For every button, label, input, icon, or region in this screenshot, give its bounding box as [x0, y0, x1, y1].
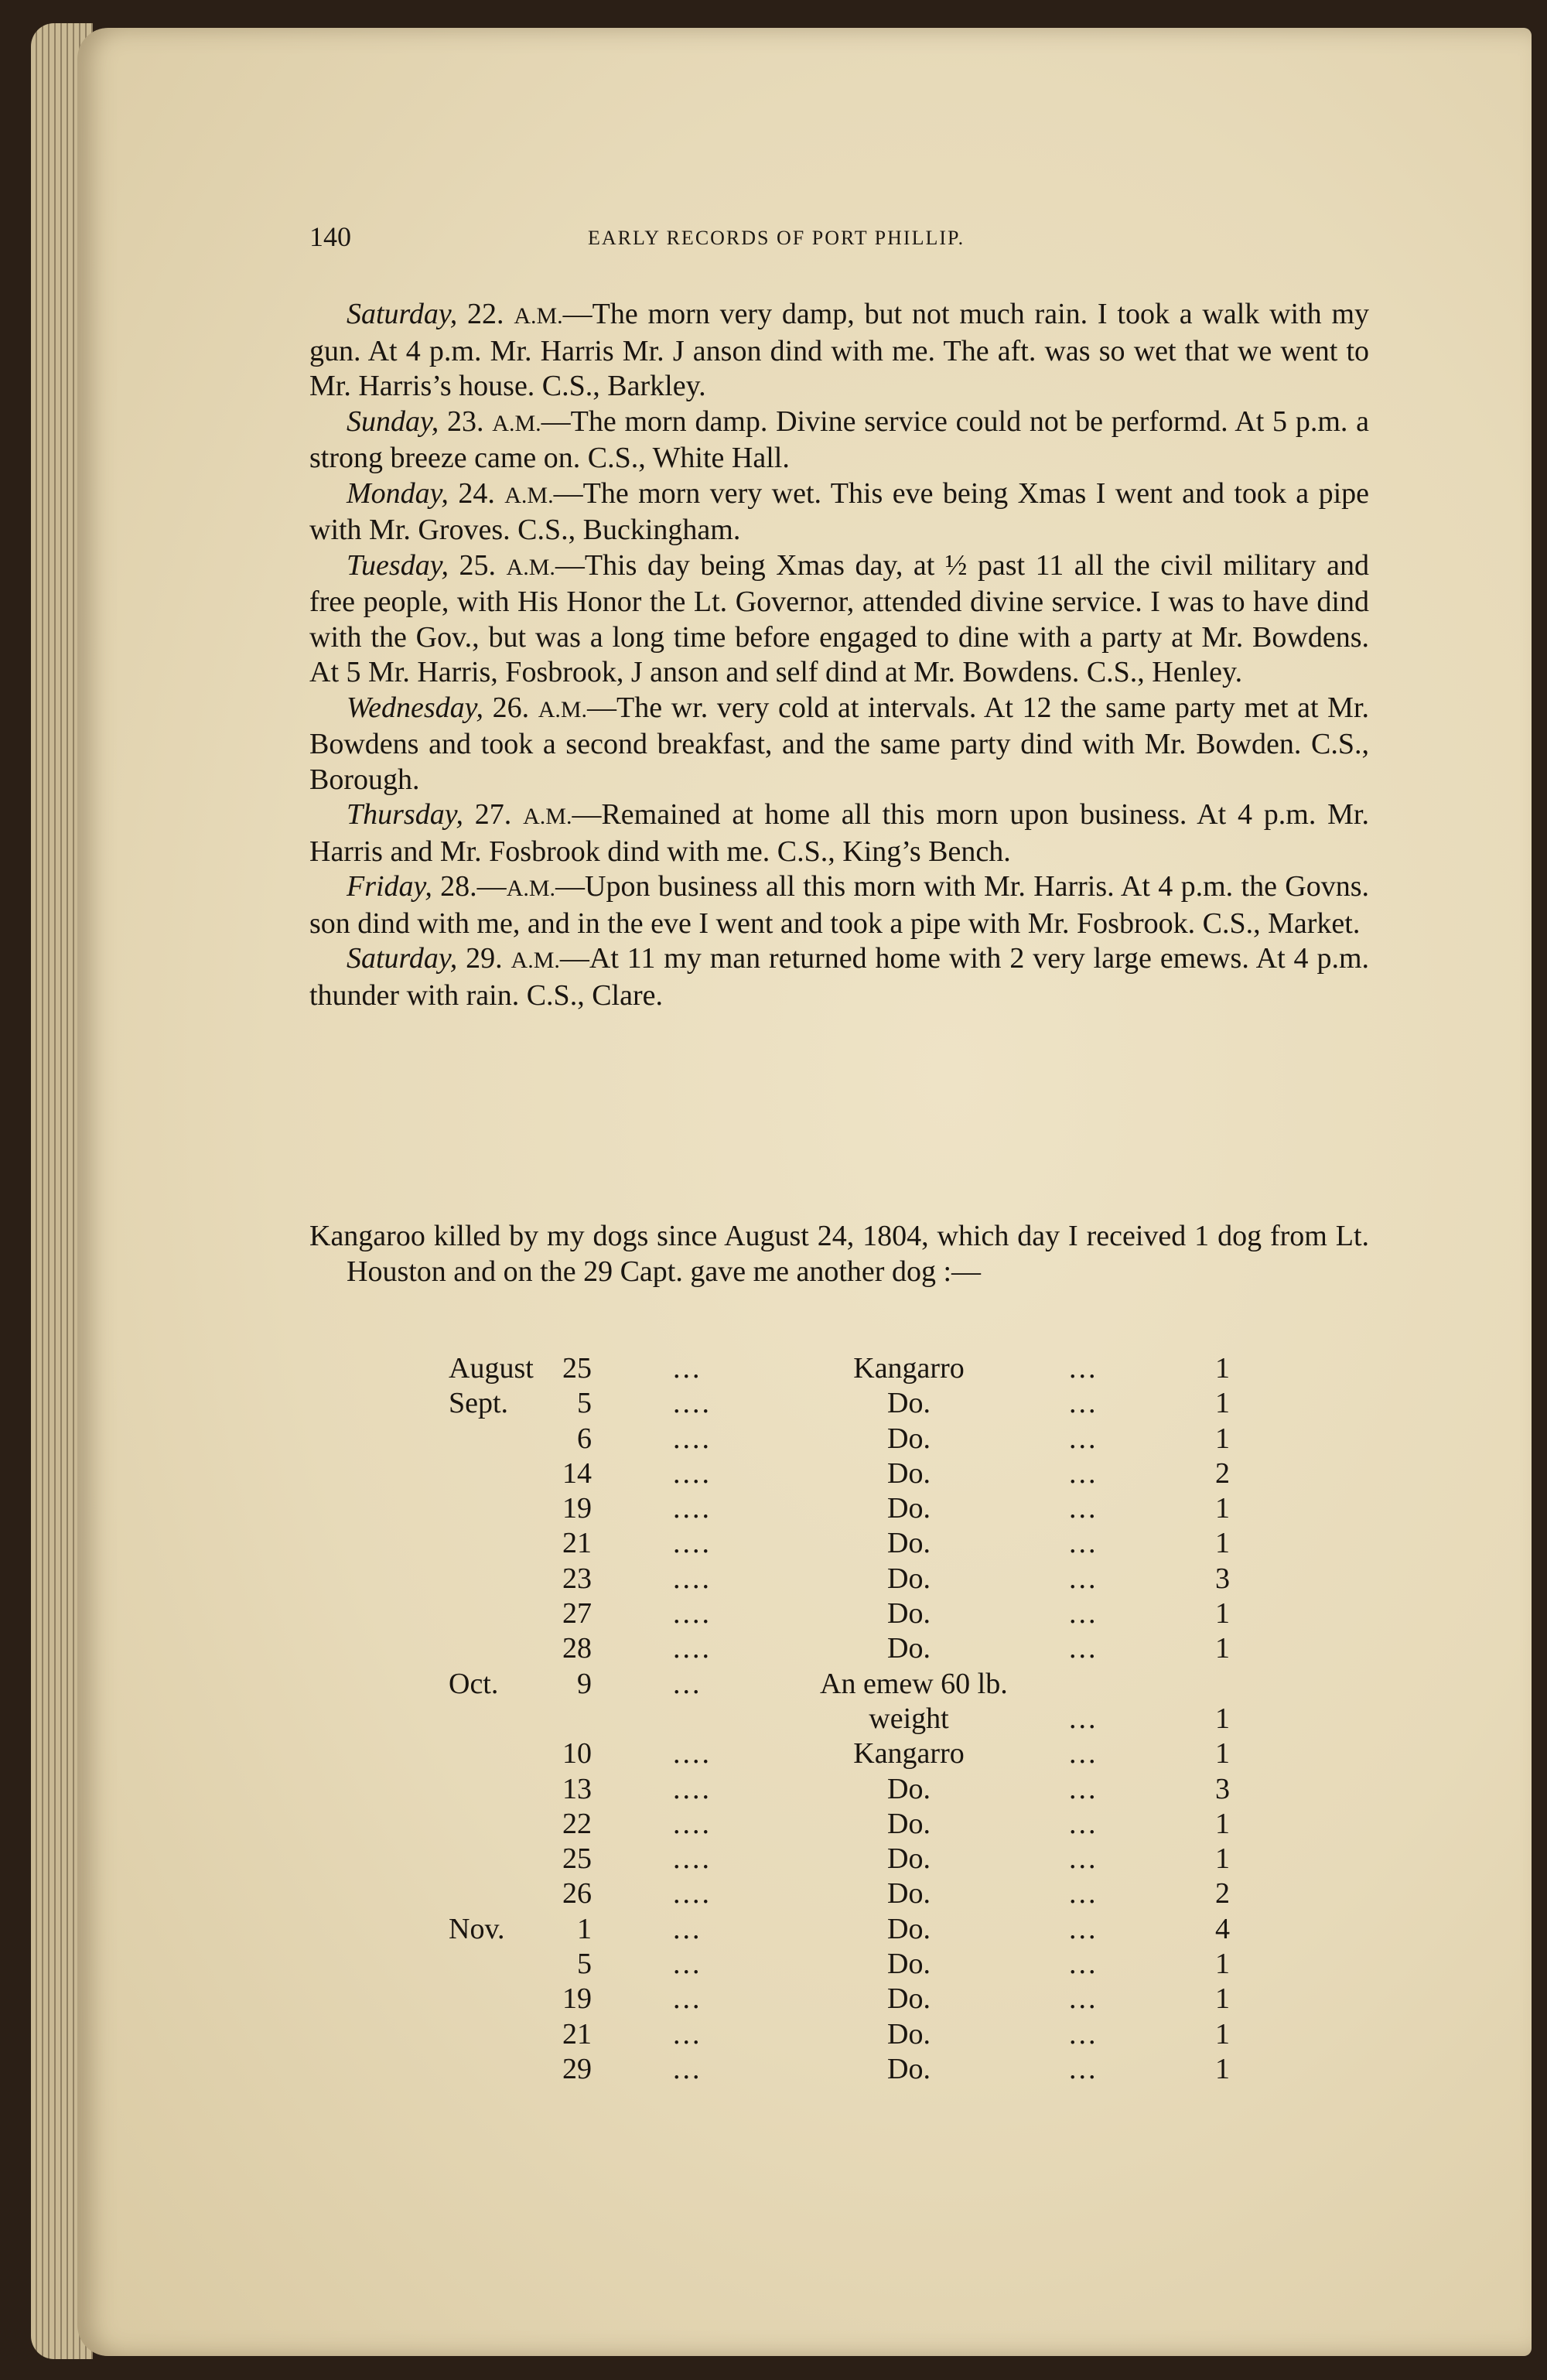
tally-leader: ....	[673, 1527, 712, 1560]
entry-am: A.M.	[514, 303, 563, 329]
page-header	[309, 220, 1369, 259]
tally-row	[449, 1351, 1253, 1386]
tally-item: Do.	[887, 1387, 931, 1420]
diary-entry	[309, 405, 1369, 476]
tally-leader: ...	[1069, 1807, 1098, 1840]
entry-date: 23.	[439, 405, 493, 438]
entry-day: Sunday,	[347, 405, 439, 438]
tally-leader: ....	[673, 1492, 712, 1525]
tally-day: 10	[562, 1737, 592, 1770]
tally-day: 27	[562, 1597, 592, 1630]
tally-leader: ...	[1069, 1772, 1098, 1805]
entry-day: Tuesday,	[347, 548, 449, 582]
diary-entry	[309, 476, 1369, 548]
tally-leader: ...	[1069, 1632, 1098, 1665]
tally-leader: ....	[673, 1772, 712, 1805]
tally-count: 1	[1215, 1982, 1230, 2016]
entry-text: —The morn very wet. This eve being Xmas I went and took a pipe with Mr. Groves. C.S., Buckingham.	[309, 476, 1370, 546]
tally-count: 2	[1215, 1877, 1230, 1910]
tally-item: Do.	[887, 1527, 931, 1560]
tally-row	[449, 2017, 1253, 2052]
tally-row	[449, 1386, 1253, 1421]
tally-day: 23	[562, 1562, 592, 1595]
tally-count: 1	[1215, 1842, 1230, 1876]
tally-month: Nov.	[449, 1912, 505, 1945]
entry-date: 26.	[483, 691, 538, 724]
tally-day: 13	[562, 1772, 592, 1805]
diary-entry	[309, 797, 1369, 869]
tally-row	[449, 1526, 1253, 1561]
running-head: EARLY RECORDS OF PORT PHILLIP.	[588, 227, 965, 249]
tally-row	[449, 1876, 1253, 1911]
tally-leader: ...	[1069, 2052, 1098, 2085]
entry-date: 28.—	[432, 870, 507, 903]
entry-text: —Remained at home all this morn upon business. At 4 p.m. Mr. Harris and Mr. Fosbrook dind with me. C.S., King’s Bench.	[309, 798, 1369, 868]
tally-leader: ...	[1069, 1422, 1098, 1455]
entry-day: Monday,	[347, 476, 449, 510]
entry-date: 24.	[448, 476, 505, 510]
tally-item: Do.	[887, 1772, 931, 1805]
tally-count: 3	[1215, 1562, 1230, 1595]
tally-leader: ...	[1069, 1948, 1098, 1981]
tally-item: Kangarro	[853, 1352, 965, 1385]
tally-row	[449, 1562, 1253, 1596]
tally-row	[449, 2052, 1253, 2087]
tally-leader: ...	[1069, 1527, 1098, 1560]
tally-leader: ....	[673, 1456, 712, 1490]
tally-count: 3	[1215, 1772, 1230, 1805]
tally-leader: ...	[1069, 1387, 1098, 1420]
entry-am: A.M.	[506, 554, 555, 580]
tally-leader: ...	[673, 1912, 702, 1945]
diary-entry	[309, 941, 1369, 1013]
entry-date: 22.	[457, 298, 514, 330]
tally-day: 6	[577, 1422, 592, 1455]
tally-item: Do.	[887, 2017, 931, 2050]
entry-date: 29.	[457, 942, 511, 975]
tally-row	[449, 1772, 1253, 1807]
tally-day: 5	[577, 1387, 592, 1420]
tally-leader: ...	[673, 1352, 702, 1385]
tally-row	[449, 1702, 1253, 1736]
tally-row	[449, 1667, 1253, 1702]
tally-leader: ...	[1069, 1842, 1098, 1876]
tally-item: Do.	[887, 1807, 931, 1840]
tally-leader: ....	[673, 1842, 712, 1876]
entry-text: —The morn damp. Divine service could not be performd. At 5 p.m. a strong breeze came on. C.S., White Hall.	[309, 405, 1369, 474]
tally-count: 1	[1215, 1702, 1230, 1735]
tally-row	[449, 1842, 1253, 1876]
tally-row	[449, 1631, 1253, 1666]
tally-count: 1	[1215, 1492, 1230, 1525]
tally-leader: ....	[673, 1387, 712, 1420]
tally-leader: ...	[1069, 1737, 1098, 1770]
diary-entry	[309, 297, 1369, 405]
entry-text: —This day being Xmas day, at ½ past 11 all the civil military and free people, with His Honor the Lt. Governor, attended divine service. I was to have dind with the Gov., but was a long time before engaged to dine with a party at Mr. Bowdens. At 5 Mr. Harris, Fosbrook, J anson and self dind at Mr. Bowdens. C.S., Henley.	[309, 548, 1369, 688]
tally-leader: ....	[673, 1422, 712, 1455]
tally-leader: ...	[673, 1667, 702, 1700]
tally-row	[449, 1736, 1253, 1771]
tally-item: Do.	[887, 1842, 931, 1876]
tally-leader: ....	[673, 1807, 712, 1840]
tally-leader: ...	[1069, 1492, 1098, 1525]
tally-day: 19	[562, 1492, 592, 1525]
tally-count: 1	[1215, 1387, 1230, 1420]
kangaroo-tally-table	[449, 1351, 1253, 2087]
entry-am: A.M.	[523, 804, 572, 829]
entry-text: —The wr. very cold at intervals. At 12 the same party met at Mr. Bowdens and took a second breakfast, and the same party dind with Mr. Bowden. C.S., Borough.	[309, 691, 1370, 796]
entry-day: Friday,	[347, 870, 432, 903]
entry-am: A.M.	[511, 948, 560, 973]
tally-count: 1	[1215, 1527, 1230, 1560]
tally-row	[449, 1982, 1253, 2016]
entry-text: —The morn very damp, but not much rain. I took a walk with my gun. At 4 p.m. Mr. Harris Mr. J anson dind with me. The aft. was so wet that we went to Mr. Harris’s house. C.S., Barkley.	[309, 298, 1369, 402]
tally-row	[449, 1807, 1253, 1842]
tally-count: 1	[1215, 1352, 1230, 1385]
tally-leader: ....	[673, 1737, 712, 1770]
entry-date: 25.	[448, 548, 507, 582]
tally-item: Do.	[887, 1456, 931, 1490]
tally-item: Do.	[887, 1632, 931, 1665]
entry-text: —At 11 my man returned home with 2 very large emews. At 4 p.m. thunder with rain. C.S., Clare.	[309, 942, 1369, 1012]
tally-item: Do.	[887, 1562, 931, 1595]
tally-item: An emew 60 lb.	[820, 1667, 1008, 1700]
tally-leader: ...	[1069, 2017, 1098, 2050]
tally-leader: ...	[1069, 1912, 1098, 1945]
tally-leader: ...	[1069, 1877, 1098, 1910]
tally-count: 1	[1215, 1807, 1230, 1840]
tally-row	[449, 1456, 1253, 1491]
entry-am: A.M.	[504, 482, 554, 508]
tally-day: 5	[577, 1948, 592, 1981]
tally-item: Do.	[887, 1948, 931, 1981]
tally-leader: ...	[1069, 1597, 1098, 1630]
tally-leader: ...	[673, 2052, 702, 2085]
tally-count: 1	[1215, 1597, 1230, 1630]
tally-leader: ...	[1069, 1562, 1098, 1595]
tally-day: 21	[562, 2017, 592, 2050]
tally-day: 21	[562, 1527, 592, 1560]
tally-item: Do.	[887, 1492, 931, 1525]
tally-day: 22	[562, 1807, 592, 1840]
tally-leader: ...	[673, 2017, 702, 2050]
tally-month: Sept.	[449, 1387, 509, 1420]
tally-count: 1	[1215, 1737, 1230, 1770]
tally-leader: ...	[1069, 1982, 1098, 2016]
entry-am: A.M.	[492, 410, 541, 436]
tally-item: Do.	[887, 2052, 931, 2085]
tally-count: 4	[1215, 1912, 1230, 1945]
diary-entries	[309, 297, 1369, 1013]
tally-item: Kangarro	[853, 1737, 965, 1770]
tally-leader: ...	[673, 1948, 702, 1981]
tally-row	[449, 1596, 1253, 1631]
tally-month: Oct.	[449, 1667, 499, 1700]
tally-leader: ....	[673, 1632, 712, 1665]
tally-day: 19	[562, 1982, 592, 2016]
tally-count: 1	[1215, 1422, 1230, 1455]
tally-month: August	[449, 1352, 534, 1385]
tally-day: 25	[562, 1352, 592, 1385]
tally-leader: ...	[1069, 1702, 1098, 1735]
diary-entry	[309, 691, 1369, 798]
entry-date: 27.	[463, 798, 524, 831]
tally-count: 1	[1215, 2017, 1230, 2050]
tally-day: 26	[562, 1877, 592, 1910]
kangaroo-intro: Kangaroo killed by my dogs since August 24, 1804, which day I received 1 dog from Lt. Houston and on the 29 Capt. gave me another dog :—	[309, 1220, 1369, 1288]
tally-row	[449, 1912, 1253, 1947]
tally-count: 1	[1215, 1948, 1230, 1981]
entry-day: Saturday,	[347, 298, 458, 330]
tally-item: Do.	[887, 1912, 931, 1945]
tally-row	[449, 1947, 1253, 1982]
entry-day: Wednesday,	[347, 691, 483, 724]
tally-day: 29	[562, 2052, 592, 2085]
tally-leader: ....	[673, 1877, 712, 1910]
tally-leader: ...	[1069, 1352, 1098, 1385]
tally-item: Do.	[887, 1982, 931, 2016]
diary-entry	[309, 548, 1369, 691]
diary-entry	[309, 869, 1369, 941]
entry-am: A.M.	[506, 876, 556, 901]
tally-count: 1	[1215, 1632, 1230, 1665]
entry-day: Thursday,	[347, 798, 463, 831]
tally-day: 1	[577, 1912, 592, 1945]
tally-day: 25	[562, 1842, 592, 1876]
tally-day: 28	[562, 1632, 592, 1665]
tally-leader: ....	[673, 1597, 712, 1630]
tally-day: 9	[577, 1667, 592, 1700]
tally-count: 1	[1215, 2052, 1230, 2085]
entry-am: A.M.	[538, 696, 588, 722]
tally-item: weight	[869, 1702, 949, 1735]
page-number: 140	[309, 221, 351, 252]
tally-row	[449, 1422, 1253, 1456]
tally-count: 2	[1215, 1456, 1230, 1490]
entry-day: Saturday,	[347, 942, 458, 975]
tally-leader: ...	[1069, 1456, 1098, 1490]
tally-leader: ...	[673, 1982, 702, 2016]
tally-item: Do.	[887, 1597, 931, 1630]
tally-leader: ....	[673, 1562, 712, 1595]
tally-row	[449, 1491, 1253, 1526]
tally-day: 14	[562, 1456, 592, 1490]
entry-text: —Upon business all this morn with Mr. Harris. At 4 p.m. the Govns. son dind with me, and in the eve I went and took a pipe with Mr. Fosbrook. C.S., Market.	[309, 870, 1370, 940]
tally-item: Do.	[887, 1877, 931, 1910]
tally-item: Do.	[887, 1422, 931, 1455]
